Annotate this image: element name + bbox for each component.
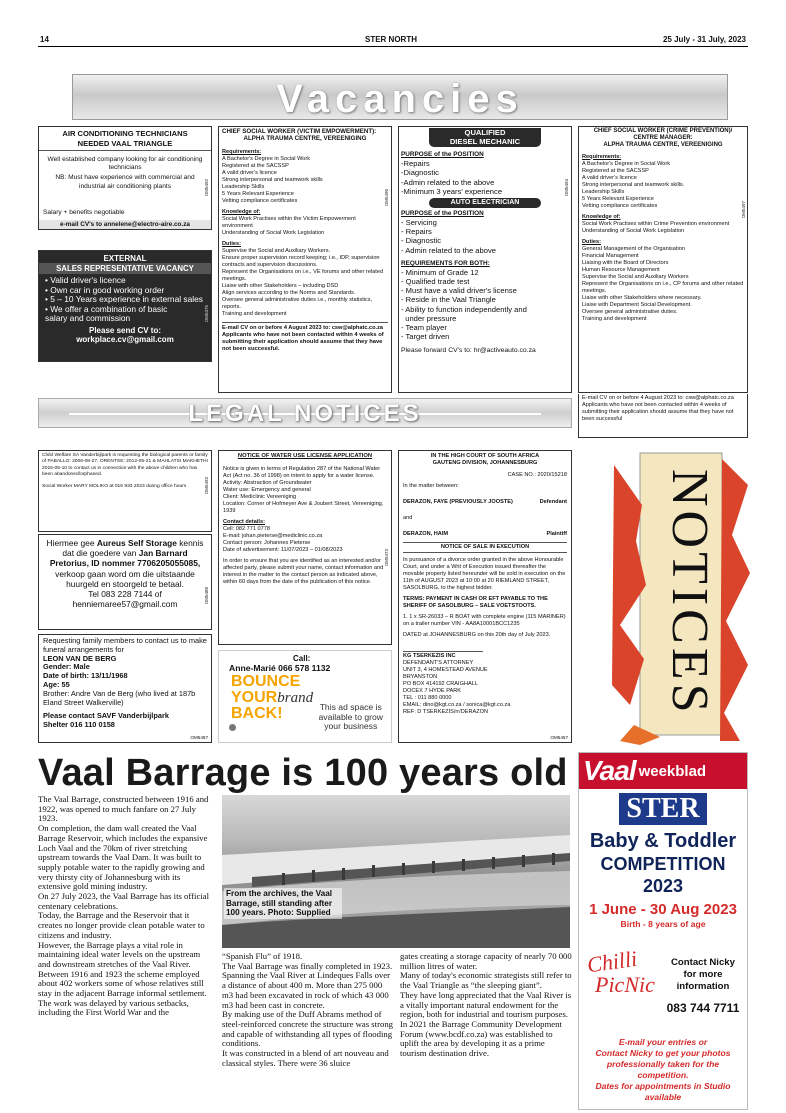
csw2-duties-list [582, 246, 744, 323]
diesel-item-3: - Minimum of Grade 12 [401, 267, 479, 277]
comp-contact-line: information [676, 981, 730, 992]
family-contact-1: Please contact SAVF Vanderbijlpark [43, 711, 169, 721]
ext-list-item: salary and commission [45, 313, 131, 324]
csw1-req-item: Strong interpersonal and teamwork skills [222, 176, 323, 183]
csw2-know-heading: Knowledge of: [582, 213, 621, 220]
court-sale-title: NOTICE OF SALE IN EXECUTION [403, 542, 567, 553]
csw2-req-item: Leadership Skills [582, 188, 625, 195]
water-client: Client: Mediclinic Vereeniging [223, 494, 297, 500]
csw2-email: E-mail CV on or before 4 August 2023 to: csw@alphatc.co.za [582, 395, 734, 401]
csw2-duty-item: Training and development [582, 315, 647, 322]
csw1-duty-item: Training and development [222, 310, 287, 317]
article-paragraph: “Spanish Flu” of 1918. [222, 952, 303, 961]
barrage-image [222, 795, 570, 948]
family-age: Age: 55 [43, 679, 70, 689]
diesel-item-3: - Reside in the Vaal Triangle [401, 295, 496, 305]
ext-title-2: SALES REPRESENTATIVE VACANCY [39, 263, 211, 274]
diesel-code: OM5494 [564, 179, 569, 197]
comp-title-1: Baby & Toddler [589, 830, 737, 852]
csw2-req-item: A Bachelor's Degree in Social Work [582, 160, 671, 167]
promo-sub-3: your business [324, 721, 378, 732]
csw1-req-item: Leadership Skills [222, 183, 265, 190]
diesel-item-2: - Diagnostic [401, 236, 442, 246]
csw2-title-3: ALPHA TRAUMA CENTRE, VEREENIGING [603, 142, 723, 149]
comp-dates: 1 June - 30 Aug 2023 [589, 901, 737, 918]
csw2-duty-item: Liaise with other Stakeholders where necessary. [582, 294, 702, 301]
weekblad-logo: weekblad [638, 762, 707, 780]
court-address-line: TEL : 011 880 0000 [403, 694, 452, 701]
storage-company: Aureus Self Storage [96, 538, 177, 548]
promo-sub-2: available to grow [318, 711, 383, 722]
promo-name: Anne-Marié 066 578 1132 [229, 663, 331, 673]
court-role-2: Plaintiff [546, 530, 567, 537]
csw1-know-item: Understanding of Social Work Legislation [222, 229, 325, 236]
diesel-item-3: - Ability to function independently and [401, 304, 527, 314]
csw1-duty-item: Supervise the Social and Auxiliary Workers. [222, 247, 331, 254]
ad-diesel-mechanic [398, 126, 572, 393]
diesel-list-1 [401, 159, 569, 196]
article-paragraph: By making use of the Duff Abrams method of steel-reinforced concrete the structure was strong and capable of withstanding all types of flooding conditions. [222, 1009, 394, 1049]
ad-external-sales [38, 250, 212, 362]
court-firm: KG TSERKEZIS INC [403, 651, 483, 660]
court-role-1: Defendant [539, 498, 567, 505]
diesel-item-2: - Repairs [401, 227, 432, 237]
csw1-know-heading: Knowledge of: [222, 208, 261, 215]
csw2-duty-item: Supervise the Social and Auxiliary Workers [582, 273, 689, 280]
diesel-item-1: -Diagnostic [401, 168, 439, 178]
paper-name: STER NORTH [365, 35, 417, 44]
legal-notices-banner [38, 398, 572, 428]
csw1-duty-item: Represent the Organisations on i.e., VE forums and other related meetings. [222, 268, 384, 282]
ext-contact-2: workplace.cv@gmail.com [76, 334, 174, 344]
csw2-req-item: A valid driver's licence [582, 174, 637, 181]
diesel-item-1: -Admin related to the above [401, 177, 495, 187]
article-column-1 [38, 795, 214, 1110]
aircon-intro: Well established company looking for air conditioning technicians [47, 156, 203, 172]
csw1-duties-list [222, 248, 388, 318]
article-paragraph: They have long appreciated that the Vaal River is a vitally important natural endowment for the region, both for industrial and tourism purposes. [400, 989, 572, 1020]
notice-high-court [398, 450, 572, 743]
water-adv-date: Date of advertisement: 11/07/2023 – 01/08/2023 [223, 547, 343, 553]
family-code: OM5487 [190, 735, 208, 740]
diesel-purpose-heading: PURPOSE of the POSITION [401, 151, 484, 159]
promo-brand: brand [277, 690, 314, 706]
csw2-code: OM5497 [741, 201, 746, 219]
article-paragraph: The work was delayed by various setbacks, including the First World War and the [38, 997, 189, 1018]
csw2-footer [578, 394, 748, 438]
csw1-duty-item: Oversee general administrative duties i.e., monthly statistics, reports. [222, 296, 373, 310]
ext-contact-1: Please send CV to: [88, 325, 162, 335]
court-address-line: DOCEX 7 HYDE PARK [403, 687, 462, 694]
article-column-3 [400, 952, 572, 1110]
family-gender: Gender: Male [43, 662, 90, 672]
water-intro: Notice is given in terms of Regulation 287 of the National Water Act (Act no. 36 of 1998) on intent to apply for a water license. [223, 466, 381, 479]
vaal-logo: Vaal [583, 755, 636, 786]
promo-back: BACK! [231, 705, 283, 722]
ext-list-item: • 5 – 10 Years experience in external sales [45, 294, 203, 305]
comp-footer-line: Contact Nicky to get your photos [595, 1048, 731, 1058]
diesel-item-1: -Repairs [401, 159, 430, 169]
csw1-title-1: CHIEF SOCIAL WORKER (VICTIM EMPOWERMENT): [222, 128, 377, 135]
csw1-title-2: ALPHA TRAUMA CENTRE, VEREENIGING [243, 135, 367, 143]
diesel-item-1: -Minimum 3 years' experience [401, 186, 503, 196]
comp-phone: 083 744 7711 [666, 1001, 740, 1015]
storage-tel: Tel 083 228 7144 of [88, 589, 162, 600]
water-cell: Cell: 082 771 0778 [223, 526, 270, 532]
csw1-code: OM5490 [384, 189, 389, 207]
csw1-req-item: Vetting compliance certificates [222, 197, 298, 204]
csw2-know-item: Understanding of Social Work Legislation [582, 227, 685, 234]
child-code: OM5493 [204, 477, 209, 495]
court-item: 1. 1 x SR-26033 – R BOAT with complete engine (115 MARINER) on a trailer number VIN - AA8A10001BCC1235 [403, 613, 566, 627]
promo-sub-1: This ad space is [319, 702, 382, 712]
aircon-title-1: AIR CONDITIONING TECHNICIANS [39, 129, 211, 139]
comp-footer-line: E-mail your entries or [618, 1037, 708, 1047]
csw2-duty-item: Financial Management [582, 252, 639, 259]
article-paragraph: gates creating a storage capacity of nearly 70 000 million litres of water. [400, 952, 572, 971]
ext-list-item: • Valid driver's licence [45, 275, 126, 285]
comp-footer-line: professionally taken for the competition. [606, 1059, 720, 1080]
family-dob: Date of birth: 13/11/1968 [43, 671, 128, 681]
article-paragraph: On 27 July 2023, the Vaal Barrage has its official centenary celebrations. [38, 891, 209, 911]
court-case-no: CASE NO.: 2020/15218 [507, 471, 567, 478]
diesel-item-3: - Qualified trade test [401, 277, 470, 287]
court-and: and [403, 514, 413, 521]
water-use: Water use: Emergency and general [223, 487, 311, 493]
article-paragraph: It was constructed in a blend of art nouveau and classical styles. There were 36 sluice [222, 1048, 389, 1068]
ad-space-promo [218, 650, 392, 743]
notice-water-license [218, 450, 392, 645]
ster-logo: STER [619, 793, 707, 825]
csw2-title-1: CHIEF SOCIAL WORKER (CRIME PREVENTION)/ [593, 128, 733, 134]
article-headline: Vaal Barrage is 100 years old [38, 752, 568, 794]
csw1-req-heading: Requirements: [222, 148, 262, 155]
water-contact-heading: Contact details: [223, 519, 265, 525]
diesel-title-2: DIESEL MECHANIC [449, 136, 521, 146]
child-contact: Social Worker MARY MOLIKO at 016 933 2023 during office hours [42, 483, 187, 489]
court-title-2: GAUTENG DIVISION, JOHANNESBURG [432, 459, 538, 466]
article-photo [222, 795, 570, 948]
ad-baby-competition [578, 752, 748, 1110]
csw1-note: Applicants who have not been contacted within 4 weeks of submitting their application should assume that they have not been successful. [222, 331, 384, 352]
ext-list-item: • We offer a combination of basic [45, 303, 168, 314]
article-paragraph: However, the Barrage plays a vital role in maintaining ideal water levels on the upstream and downstream stretches of the Vaal River. [38, 939, 201, 969]
csw2-req-list [582, 161, 744, 210]
vacancies-title: Vacancies [276, 77, 524, 121]
csw2-duty-item: General Management of the Organisation [582, 245, 685, 252]
csw2-duty-item: Oversee general administrative duties. [582, 308, 678, 315]
storage-owner: Jan Barnard Pretorius, ID nommer 7706205055085, [49, 548, 201, 569]
storage-line-2: verkoop gaan word om die uitstaande huurgeld en stoorgeld te betaal. [55, 568, 195, 589]
notices-banner [600, 445, 750, 745]
csw2-know-list [582, 221, 744, 235]
csw1-duty-item: Align services according to the Norms and Standards. [222, 289, 356, 296]
notice-family [38, 634, 212, 743]
article-column-2 [222, 952, 394, 1110]
csw1-know-item: Social Work Practises within the Victim Empowerment environment [222, 215, 356, 229]
diesel-item-3: - Team player [401, 323, 447, 333]
notices-title: NOTICES [661, 469, 718, 717]
diesel-purpose-heading-2: PURPOSE of the POSITION [401, 210, 484, 217]
page-number: 14 [40, 35, 49, 44]
water-person: Contact person: Johannes Pieterse [223, 540, 311, 546]
ext-list [45, 276, 205, 324]
storage-line-1b: kennis dat die goedere van [62, 538, 204, 559]
water-location: Location: Corner of Hofmeyer Ave & Joubert Street, Vereeniging, 1939 [223, 501, 384, 514]
court-party-2: DERAZON, HAIM [403, 530, 449, 537]
csw1-duties-heading: Duties: [222, 240, 241, 247]
chilli-logo: Chilli [585, 945, 639, 978]
child-text: Child Welfare SA Vanderbijlpark is requesting the biological parents or family of PABALLO: 2006-08-27, ORENTSE: 2012-05-21 & MAHLATSI MAKHETHI 2015-05-10 to contact us in connection with the above children who has been abandoned/orphaned. [42, 453, 208, 478]
csw2-duty-item: Represent the Organisations on i.e., CP forums and other related meetings. [582, 280, 744, 294]
csw1-req-list [222, 156, 388, 205]
article-paragraph: Today, the Barrage and the Reservoir that it creates no longer provide clean potable water to citizens and industry. [38, 910, 205, 940]
csw2-req-item: 5 Years Relevant Experience [582, 195, 654, 202]
court-address-line: EMAIL: dino@kgt.co.za / sonica@kgt.co.za [403, 701, 511, 708]
family-brother: Brother: Andre Van de Berg (who lived at 187b Eland Street Walkerville) [43, 688, 196, 707]
water-activity: Activity: Abstraction of Groundwater [223, 480, 312, 486]
family-name: LEON VAN DE BERG [43, 653, 117, 663]
family-intro: Requesting family members to contact us to make funeral arrangements for [43, 636, 207, 654]
csw1-duty-item: Ensure proper supervision record keeping; i.e., IDP, supervision contracts and supervision discussions. [222, 254, 380, 268]
diesel-title-1: QUALIFIED [464, 128, 506, 137]
article-paragraph: The Vaal Barrage, constructed between 1916 and 1922, was opened to much fanfare on 27 July 1923. [38, 795, 209, 824]
ext-list-item: • Own car in good working order [45, 284, 165, 295]
csw2-duty-item: Liaising with the Board of Directors [582, 259, 669, 266]
court-matter: In the matter between: [403, 482, 459, 489]
legal-notices-title: LEGAL NOTICES [188, 400, 422, 427]
aircon-code: OM5492 [204, 179, 209, 197]
csw2-duty-item: Liaise with Department Social Development. [582, 301, 692, 308]
court-address-line: REF: D TSERKEZIS/rr/DERAZON [403, 708, 489, 715]
court-address [403, 667, 567, 716]
diesel-item-2: - Servicing [401, 218, 437, 227]
ext-title-1: EXTERNAL [103, 254, 147, 263]
diesel-list-3 [401, 268, 569, 342]
article-paragraph: Between 1916 and 1923 the scheme employed about 402 workers some of whose relatives still stay in the adjacent Barrage informal settlement. [38, 968, 207, 999]
court-body: In pursuance of a divorce order granted in the above Honourable Court, and under a Writ of Execution issued thereafter the movable property listed hereunder will be sold in execution on the 11th of AUGUST 2023 at 10:00 at 20 RIEMLAND STREET, SASOLBURG, to the highest bidder. [403, 556, 566, 591]
court-terms: TERMS: PAYMENT IN CASH OR EFT PAYABLE TO THE SHERIFF OF SASOLBURG – SALE VOETSTOOTS. [403, 595, 548, 609]
court-address-line: UNIT 3, 4 HOMESTEAD AVENUE [403, 666, 488, 673]
notice-storage [38, 534, 212, 630]
csw1-know-list [222, 216, 388, 237]
photo-caption: From the archives, the Vaal Barrage, still standing after 100 years. Photo: Supplied [224, 888, 342, 919]
family-contact-2: Shelter 016 110 0158 [43, 720, 115, 730]
comp-footer [581, 1037, 745, 1103]
promo-bounce: BOUNCE [231, 673, 301, 690]
promo-call: Call: [293, 654, 311, 663]
diesel-forward: Please forward CV's to: hr@activeauto.co.za [401, 347, 536, 355]
issue-date: 25 July - 31 July, 2023 [662, 35, 746, 44]
aircon-email: e-mail CV's to annelene@electro-aire.co.za [39, 220, 211, 229]
ad-csw-crime [578, 126, 748, 393]
csw2-req-heading: Requirements: [582, 153, 622, 160]
court-address-line: BRYANSTON [403, 673, 438, 680]
csw1-req-item: A Bachelor's Degree in Social Work [222, 155, 311, 162]
diesel-item-3: - Target driven [401, 332, 450, 342]
comp-contact-line: for more [683, 969, 723, 980]
court-code: OM5457 [550, 735, 568, 740]
ad-aircon [38, 126, 212, 230]
aircon-salary: Salary + benefits negotiable [43, 208, 125, 216]
court-dated: DATED at JOHANNESBURG on this 20th day of July 2023. [403, 631, 551, 638]
water-code: OM5473 [384, 549, 389, 567]
diesel-item-2: - Admin related to the above [401, 245, 496, 255]
notice-child-welfare [38, 450, 212, 532]
csw2-req-item: Strong interpersonal and teamwork skills. [582, 181, 685, 188]
article-paragraph: In 2021 the Barrage Community Development Forum (www.bcdf.co.za) was established to uplift the area by developing it as a prime tourism destination drive. [400, 1018, 562, 1059]
court-attorney: DEFENDANT'S ATTORNEY [403, 659, 474, 666]
water-title: NOTICE OF WATER USE LICENSE APPLICATION [237, 453, 373, 459]
article-paragraph: Many of today's economic strategists still refer to the Vaal Triangle as “the sleeping giant”. [400, 970, 572, 991]
storage-code: OM5488 [204, 587, 209, 605]
comp-contact [659, 957, 747, 993]
comp-contact-line: Contact Nicky [671, 957, 735, 968]
vacancies-banner [72, 74, 728, 120]
comp-age: Birth - 8 years of age [620, 919, 706, 929]
article-paragraph: The Vaal Barrage was finally completed in 1923. Spanning the Vaal River at Lindeques Falls over a distance of about 400 m. More than 275 000 m3 had been excavated in rock of which 43 000 m3 had been cast in concrete. [222, 960, 393, 1010]
diesel-req-heading: REQUIREMENTS FOR BOTH: [401, 259, 490, 267]
csw1-req-item: 5 Years Relevant Experience [222, 190, 294, 197]
csw1-req-item: A valid driver's licence [222, 169, 277, 176]
csw2-req-item: Registered at the SACSSP [582, 167, 649, 174]
csw1-email: E-mail CV on or before 4 August 2023 to: csw@alphatc.co.za [222, 322, 388, 332]
diesel-item-3: under pressure [401, 313, 457, 323]
ext-code: OM5375 [204, 305, 209, 323]
aircon-title-2: NEEDED VAAL TRIANGLE [39, 139, 211, 152]
court-address-line: PO BOX 414192 CRAIGHALL [403, 680, 478, 687]
csw2-duties-heading: Duties: [582, 238, 601, 245]
water-body: In order to ensure that you are identified as an interested and/or affected party, please submit your name, contact information and interest in the matter to the contact person as indicated above, within 60 days from the date of the publication of this notice. [223, 558, 384, 585]
csw1-duty-item: Liaise with other Stakeholders – including DSD [222, 282, 339, 289]
promo-your: YOUR [231, 689, 278, 706]
csw2-req-item: Vetting compliance certificates [582, 202, 658, 209]
storage-email: henniemaree57@gmail.com [72, 599, 178, 610]
comp-footer-line: Dates for appointments in Studio available [595, 1081, 731, 1102]
diesel-item-3: - Must have a valid driver's license [401, 286, 517, 296]
court-title-1: IN THE HIGH COURT OF SOUTH AFRICA [430, 453, 540, 459]
water-email: E-mail: johan.pieterse@mediclinic.co.za [223, 533, 323, 539]
megaphone-icon [229, 724, 236, 731]
csw2-know-item: Social Work Practises within Crime Prevention environment [582, 220, 730, 227]
ad-csw-victim [218, 126, 392, 393]
storage-line-1: Hiermee gee [46, 538, 95, 548]
auto-electrician-title: AUTO ELECTRICIAN [429, 198, 541, 208]
diesel-list-2 [401, 218, 569, 255]
csw1-req-item: Registered at the SACSSP [222, 162, 289, 169]
aircon-nb: NB: Must have experience with commercial and industrial air conditioning plants [55, 174, 195, 190]
csw2-duty-item: Human Resource Management [582, 266, 660, 273]
csw2-note: Applicants who have not been contacted within 4 weeks of submitting their application should assume that they have not been successful [582, 402, 734, 422]
picnic-logo: PicNic [595, 972, 655, 997]
article-paragraph: On completion, the dam wall created the Vaal Barrage Reservoir, which includes the expansive Loch Vaal and the 70km of river stretching upstream towards the Vaal Dam. It was built to supply potable water to the rapidly growing and very thirsty city of Johannesburg with its extensive gold mining industry. [38, 823, 208, 892]
comp-title-2: COMPETITION 2023 [600, 854, 726, 896]
csw2-title-2: CENTRE MANAGER: [633, 135, 693, 142]
court-party-1: DERAZON, FAYE (PREVIOUSLY JOOSTE) [403, 498, 513, 505]
